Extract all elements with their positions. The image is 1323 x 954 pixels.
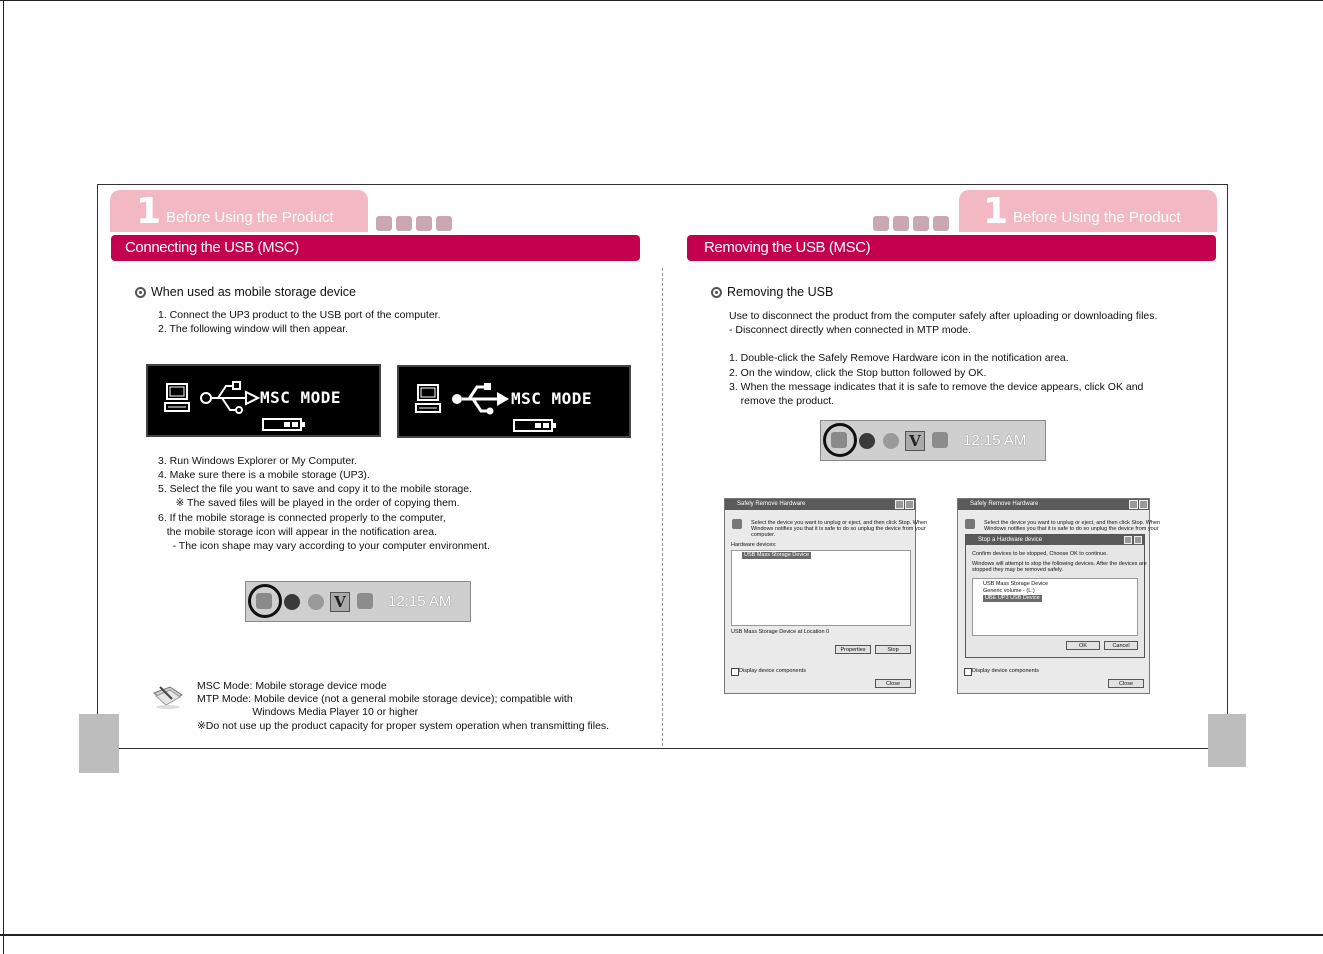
dialog-title: Safely Remove Hardware	[958, 499, 1149, 510]
right-gray-block	[1208, 714, 1246, 767]
network-icon	[932, 432, 948, 448]
top-crop-line	[0, 0, 1323, 1]
deco-square	[416, 216, 432, 231]
speaker-icon	[859, 433, 875, 449]
safely-remove-dialog-stop	[957, 498, 1161, 694]
computer-icon	[415, 384, 441, 414]
dialog-desc: Select the device you want to unplug or eject, and then click Stop. When	[984, 520, 1161, 526]
device-location: USB Mass Storage Device at Location 0	[731, 629, 830, 635]
checkbox-label: Display device components	[972, 668, 1039, 674]
stop-button[interactable]: Stop	[875, 645, 911, 654]
deco-square	[913, 216, 929, 231]
display-components-checkbox[interactable]	[964, 668, 972, 676]
center-divider	[662, 268, 663, 746]
step-note: - The icon shape may vary according to your computer environment.	[158, 540, 490, 552]
display-components-checkbox[interactable]	[731, 668, 739, 676]
step-note: ※ The saved files will be played in the order of copying them.	[158, 497, 460, 509]
section-heading: Removing the USB	[727, 285, 834, 299]
left-gray-block	[79, 714, 119, 773]
battery-icon	[513, 419, 553, 432]
hardware-device-list[interactable]	[731, 550, 911, 626]
list-item-selected[interactable]: UBE UP3 USB Device	[985, 595, 1040, 601]
notification-tray-right	[820, 420, 1046, 461]
bullet-icon	[711, 287, 722, 298]
dialog-desc: Select the device you want to unplug or eject, and then click Stop. When	[751, 520, 928, 526]
section-bar-right: Removing the USB (MSC)	[687, 235, 1216, 261]
notification-tray-left	[245, 581, 471, 622]
cancel-button[interactable]: Cancel	[1104, 641, 1138, 650]
properties-button[interactable]: Properties	[835, 645, 871, 654]
deco-square	[376, 216, 392, 231]
checkbox-label: Display device components	[739, 668, 806, 674]
stop-device-list[interactable]	[972, 578, 1138, 636]
deco-square	[396, 216, 412, 231]
chapter-tab-right	[959, 190, 1217, 232]
safely-remove-dialog	[724, 498, 928, 694]
v3-icon: V	[330, 592, 350, 612]
ok-button[interactable]: OK	[1066, 641, 1100, 650]
step-text: 1. Connect the UP3 product to the USB port of the computer.	[158, 309, 441, 321]
step-text: 6. If the mobile storage is connected properly to the computer,	[158, 512, 446, 524]
step-text: remove the product.	[729, 395, 835, 407]
help-button[interactable]	[1129, 500, 1138, 509]
note-pencil-icon	[152, 683, 184, 709]
list-item-selected[interactable]: USB Mass Storage Device	[744, 552, 810, 558]
list-label: Hardware devices:	[731, 542, 777, 548]
section-bar-left: Connecting the USB (MSC)	[111, 235, 640, 261]
subdialog-title: Stop a Hardware device	[966, 535, 1144, 545]
subdialog-text: stopped they may be removed safely.	[972, 567, 1064, 573]
hardware-icon	[732, 519, 742, 529]
dialog-title: Safely Remove Hardware	[725, 499, 915, 510]
lcd-screen-msc-1	[146, 364, 381, 437]
intro-text: Use to disconnect the product from the computer safely after uploading or downloading files.	[729, 310, 1158, 322]
step-text: 4. Make sure there is a mobile storage (UP3).	[158, 469, 370, 481]
stop-hardware-subdialog	[965, 534, 1145, 658]
deco-square	[873, 216, 889, 231]
close-dialog-button[interactable]: Close	[1108, 679, 1144, 688]
step-text: 3. When the message indicates that it is safe to remove the device appears, click OK and	[729, 381, 1144, 393]
note-text: Windows Media Player 10 or higher	[197, 706, 419, 718]
list-item[interactable]: Generic volume - (L:)	[983, 588, 1035, 594]
deco-square	[893, 216, 909, 231]
tray-clock: 12:15 AM	[963, 432, 1027, 449]
note-text: MTP Mode: Mobile device (not a general mobile storage device); compatible with	[197, 693, 573, 705]
subdialog-text: Windows will attempt to stop the following devices. After the devices are	[972, 561, 1147, 567]
chapter-number: 1	[136, 191, 162, 232]
safely-remove-icon	[831, 432, 847, 448]
deco-square	[436, 216, 452, 231]
bullet-icon	[135, 287, 146, 298]
chapter-title: Before Using the Product	[1013, 209, 1181, 226]
list-item[interactable]: USB Mass Storage Device	[983, 581, 1049, 587]
close-button[interactable]	[1139, 500, 1148, 509]
subdialog-text: Confirm devices to be stopped, Choose OK to continue.	[972, 551, 1108, 557]
intro-text: - Disconnect directly when connected in MTP mode.	[729, 324, 972, 336]
close-button[interactable]	[1134, 536, 1142, 544]
deco-square	[933, 216, 949, 231]
help-button[interactable]	[1124, 536, 1132, 544]
chapter-number: 1	[983, 191, 1009, 232]
dialog-desc: Windows notifies you that it is safe to do so unplug the device from your	[751, 526, 926, 532]
close-button[interactable]	[905, 500, 914, 509]
usb-solid-icon	[449, 381, 511, 417]
help-button[interactable]	[895, 500, 904, 509]
section-heading: When used as mobile storage device	[151, 285, 356, 299]
safely-remove-icon	[256, 593, 272, 609]
speaker-icon	[284, 594, 300, 610]
lcd-mode-label: MSC MODE	[260, 388, 342, 407]
v3-icon: V	[905, 431, 925, 451]
step-text: 5. Select the file you want to save and copy it to the mobile storage.	[158, 483, 473, 495]
note-text: MSC Mode: Mobile storage device mode	[197, 680, 387, 692]
chapter-title: Before Using the Product	[166, 209, 334, 226]
bottom-crop-line	[0, 934, 1323, 936]
step-text: 1. Double-click the Safely Remove Hardware icon in the notification area.	[729, 352, 1069, 364]
battery-icon	[262, 418, 302, 431]
media-icon	[883, 433, 899, 449]
lcd-mode-label: MSC MODE	[511, 389, 593, 408]
usb-outline-icon	[198, 380, 260, 416]
left-crop-line	[3, 0, 4, 954]
tray-clock: 12:15 AM	[388, 593, 452, 610]
close-dialog-button[interactable]: Close	[875, 679, 911, 688]
network-icon	[357, 593, 373, 609]
dialog-desc: Windows notifies you that it is safe to do so unplug the device from your	[984, 526, 1159, 532]
step-text: 2. On the window, click the Stop button followed by OK.	[729, 367, 987, 379]
note-warning: ※Do not use up the product capacity for proper system operation when transmitting files.	[197, 720, 610, 732]
computer-icon	[164, 383, 190, 413]
dialog-desc: computer.	[751, 532, 776, 538]
lcd-screen-msc-2	[397, 365, 631, 438]
step-text: 2. The following window will then appear.	[158, 323, 349, 335]
step-text: 3. Run Windows Explorer or My Computer.	[158, 455, 357, 467]
chapter-tab-left	[110, 190, 368, 232]
hardware-icon	[965, 519, 975, 529]
step-text: the mobile storage icon will appear in the notification area.	[158, 526, 437, 538]
media-icon	[308, 594, 324, 610]
